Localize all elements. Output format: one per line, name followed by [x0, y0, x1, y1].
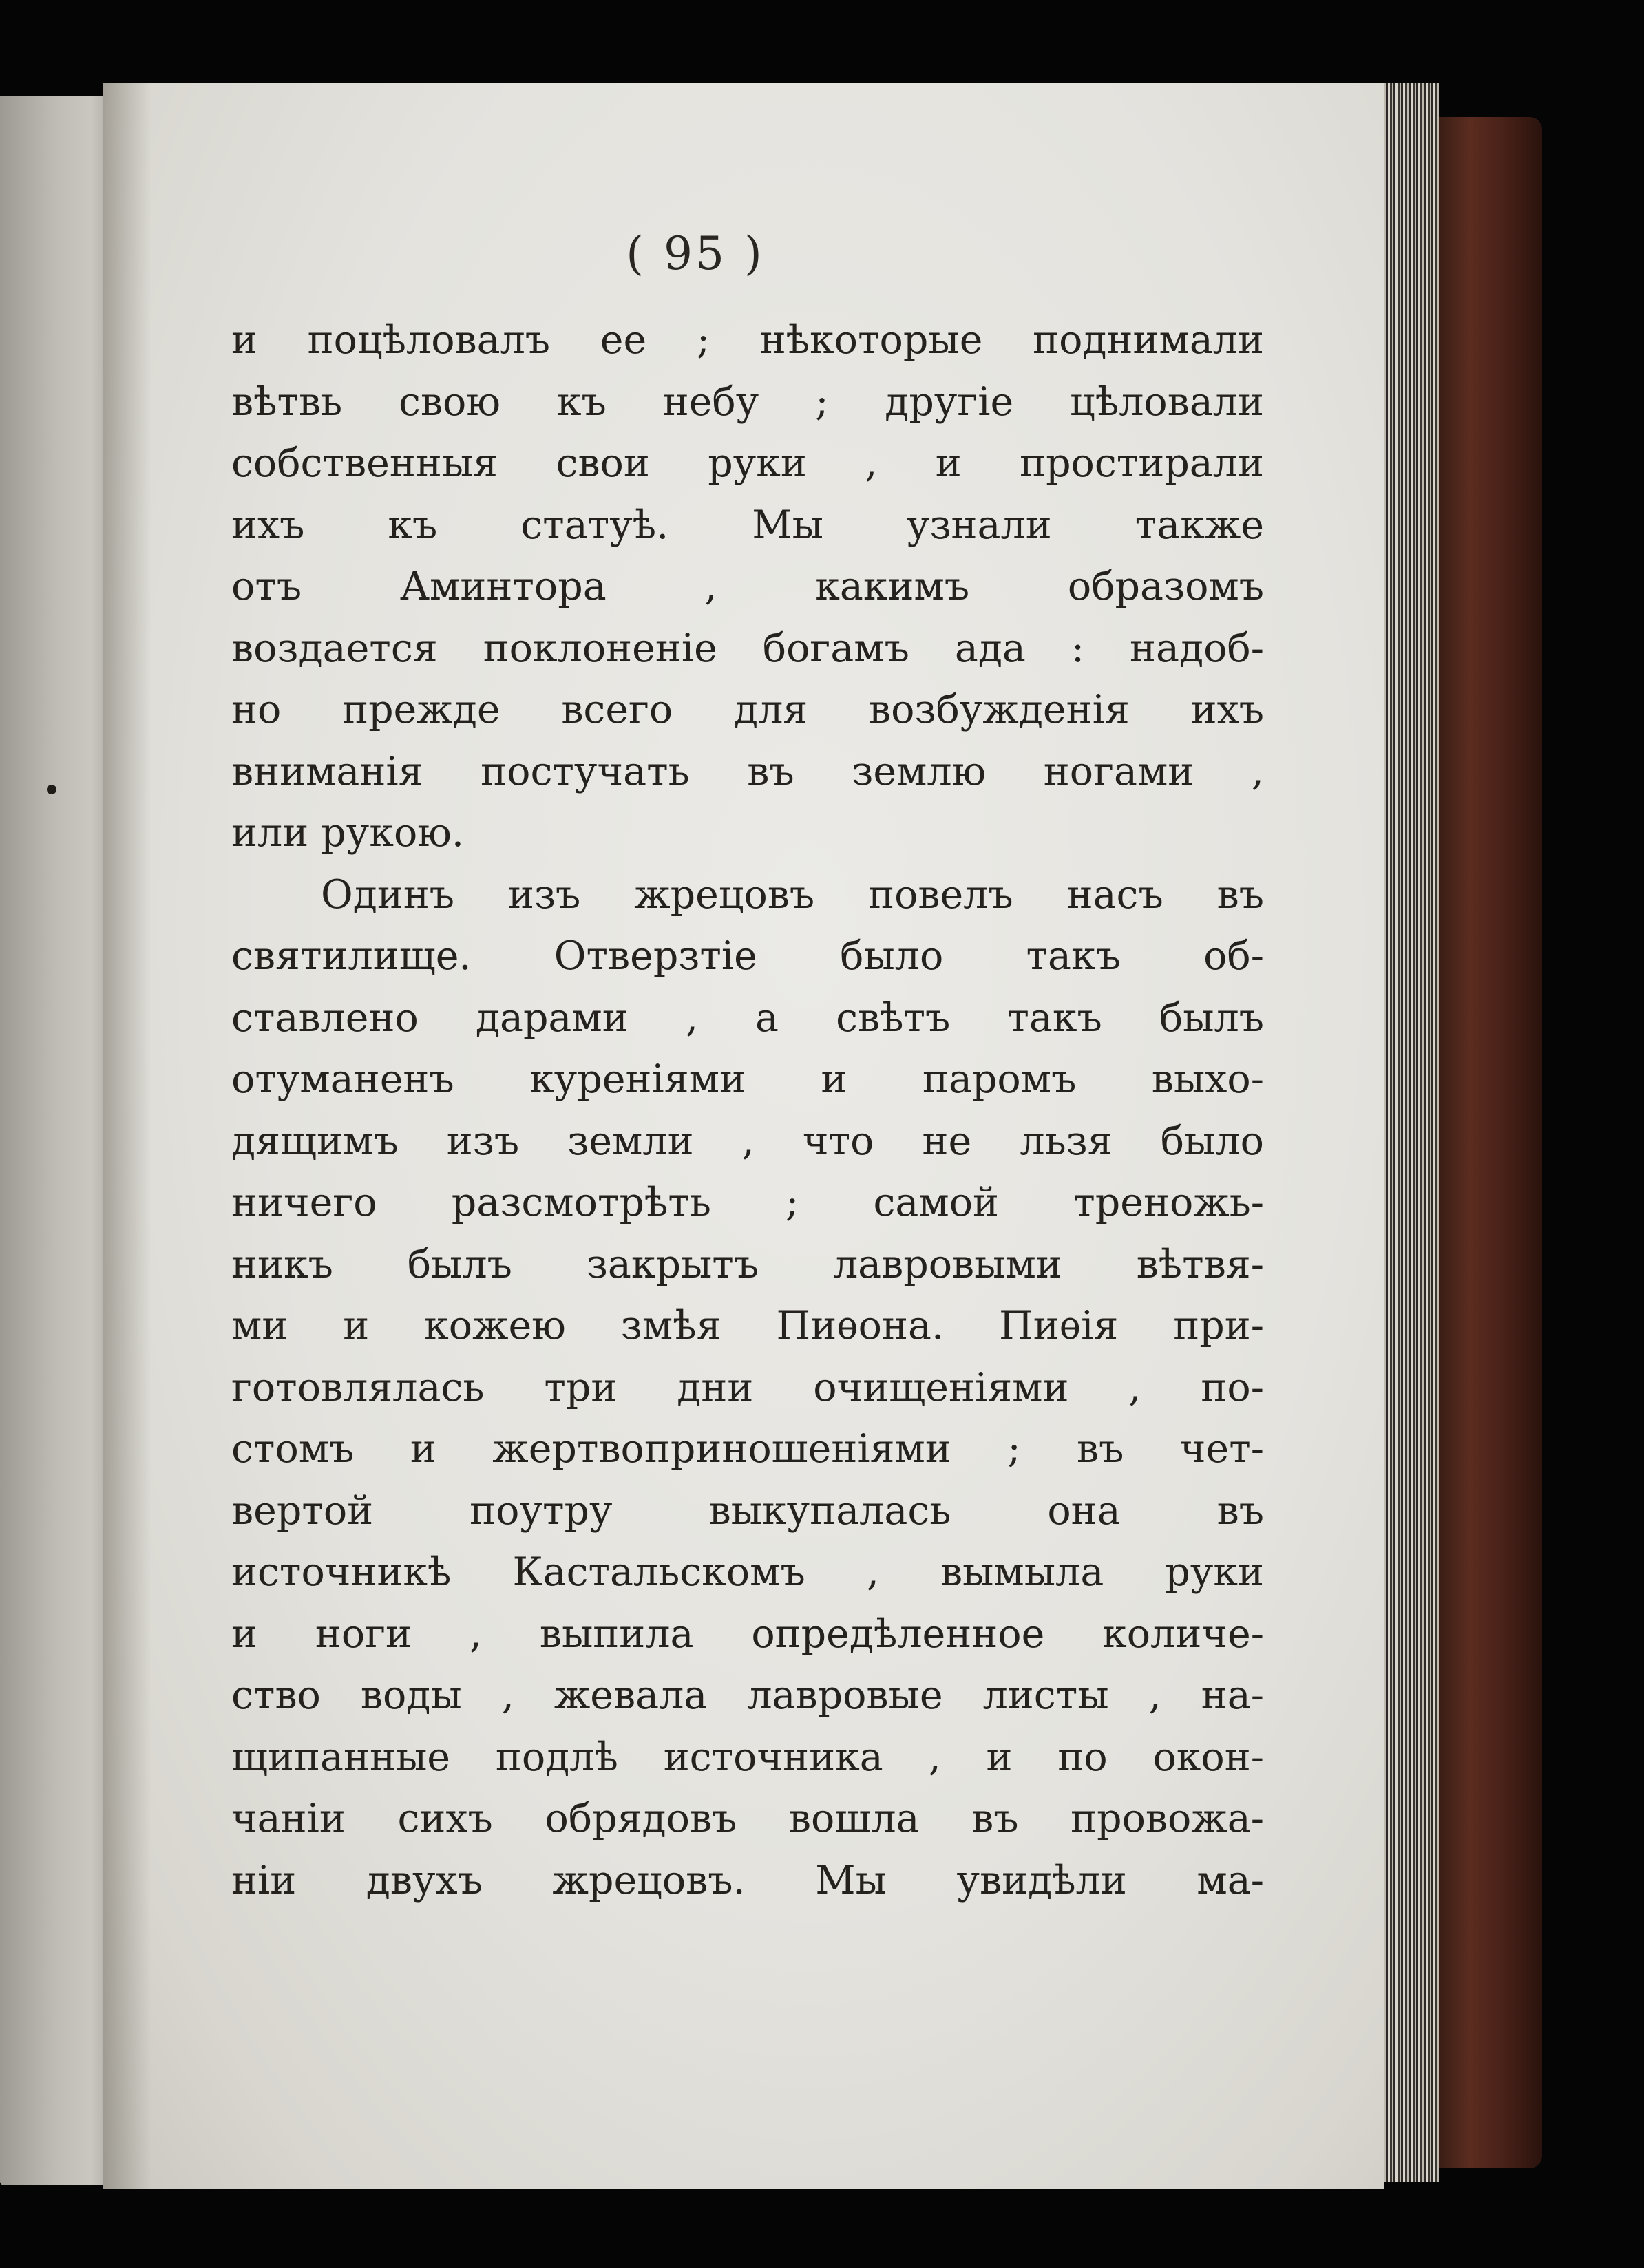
text-line: отуманенъ куреніями и паромъ выхо-	[231, 1057, 1264, 1102]
text-line: никъ былъ закрытъ лавровыми вѣтвя-	[231, 1241, 1264, 1287]
text-line: или рукою.	[231, 810, 465, 856]
text-line: стомъ и жертвоприношеніями ; въ чет-	[231, 1426, 1264, 1472]
text-line: вертой поутру выкупалась она въ	[231, 1487, 1264, 1534]
text-line: воздается поклоненіе богамъ ада : надоб-	[231, 625, 1264, 671]
text-line: вѣтвь свою къ небу ; другіе цѣловали	[231, 379, 1264, 425]
book-page	[103, 83, 1384, 2189]
text-line: ство воды , жевала лавровые листы , на-	[231, 1673, 1264, 1718]
text-line: дящимъ изъ земли , что не льзя было	[231, 1118, 1264, 1164]
previous-page-edge	[0, 96, 120, 2185]
text-line: готовлялась три дни очищеніями , по-	[231, 1364, 1264, 1410]
page-stack-edge	[1380, 83, 1439, 2182]
book-cover-edge	[1439, 117, 1542, 2168]
gutter-shadow	[103, 83, 151, 2189]
body-text	[231, 310, 1264, 1911]
page-number: ( 95 )	[626, 227, 765, 280]
ink-spot	[47, 785, 56, 794]
text-line: вниманія постучать въ землю ногами ,	[231, 748, 1264, 794]
text-line: ихъ къ статуѣ. Мы узнали также	[231, 502, 1264, 548]
text-line: ми и кожею змѣя Пиѳона. Пиѳія при-	[231, 1303, 1264, 1348]
text-line: ніи двухъ жрецовъ. Мы увидѣли ма-	[231, 1857, 1264, 1903]
text-line: отъ Аминтора , какимъ образомъ	[231, 564, 1264, 609]
text-line: но прежде всего для возбужденія ихъ	[231, 687, 1264, 732]
text-line: и ноги , выпила опредѣленное количе-	[231, 1611, 1264, 1657]
text-line: ничего разсмотрѣть ; самой треножь-	[231, 1180, 1264, 1225]
text-line: собственныя свои руки , и простирали	[231, 441, 1264, 486]
text-line: святилище. Отверзтіе было такъ об-	[231, 933, 1264, 979]
text-line: щипанные подлѣ источника , и по окон-	[231, 1734, 1264, 1780]
text-line: источникѣ Кастальскомъ , вымыла руки	[231, 1549, 1264, 1595]
paragraph-start-line: Одинъ изъ жрецовъ повелъ насъ въ	[321, 871, 1264, 918]
text-line: и поцѣловалъ ее ; нѣкоторые поднимали	[231, 317, 1264, 363]
text-line: чаніи сихъ обрядовъ вошла въ провожа-	[231, 1796, 1264, 1841]
text-line: ставлено дарами , а свѣтъ такъ былъ	[231, 995, 1264, 1041]
